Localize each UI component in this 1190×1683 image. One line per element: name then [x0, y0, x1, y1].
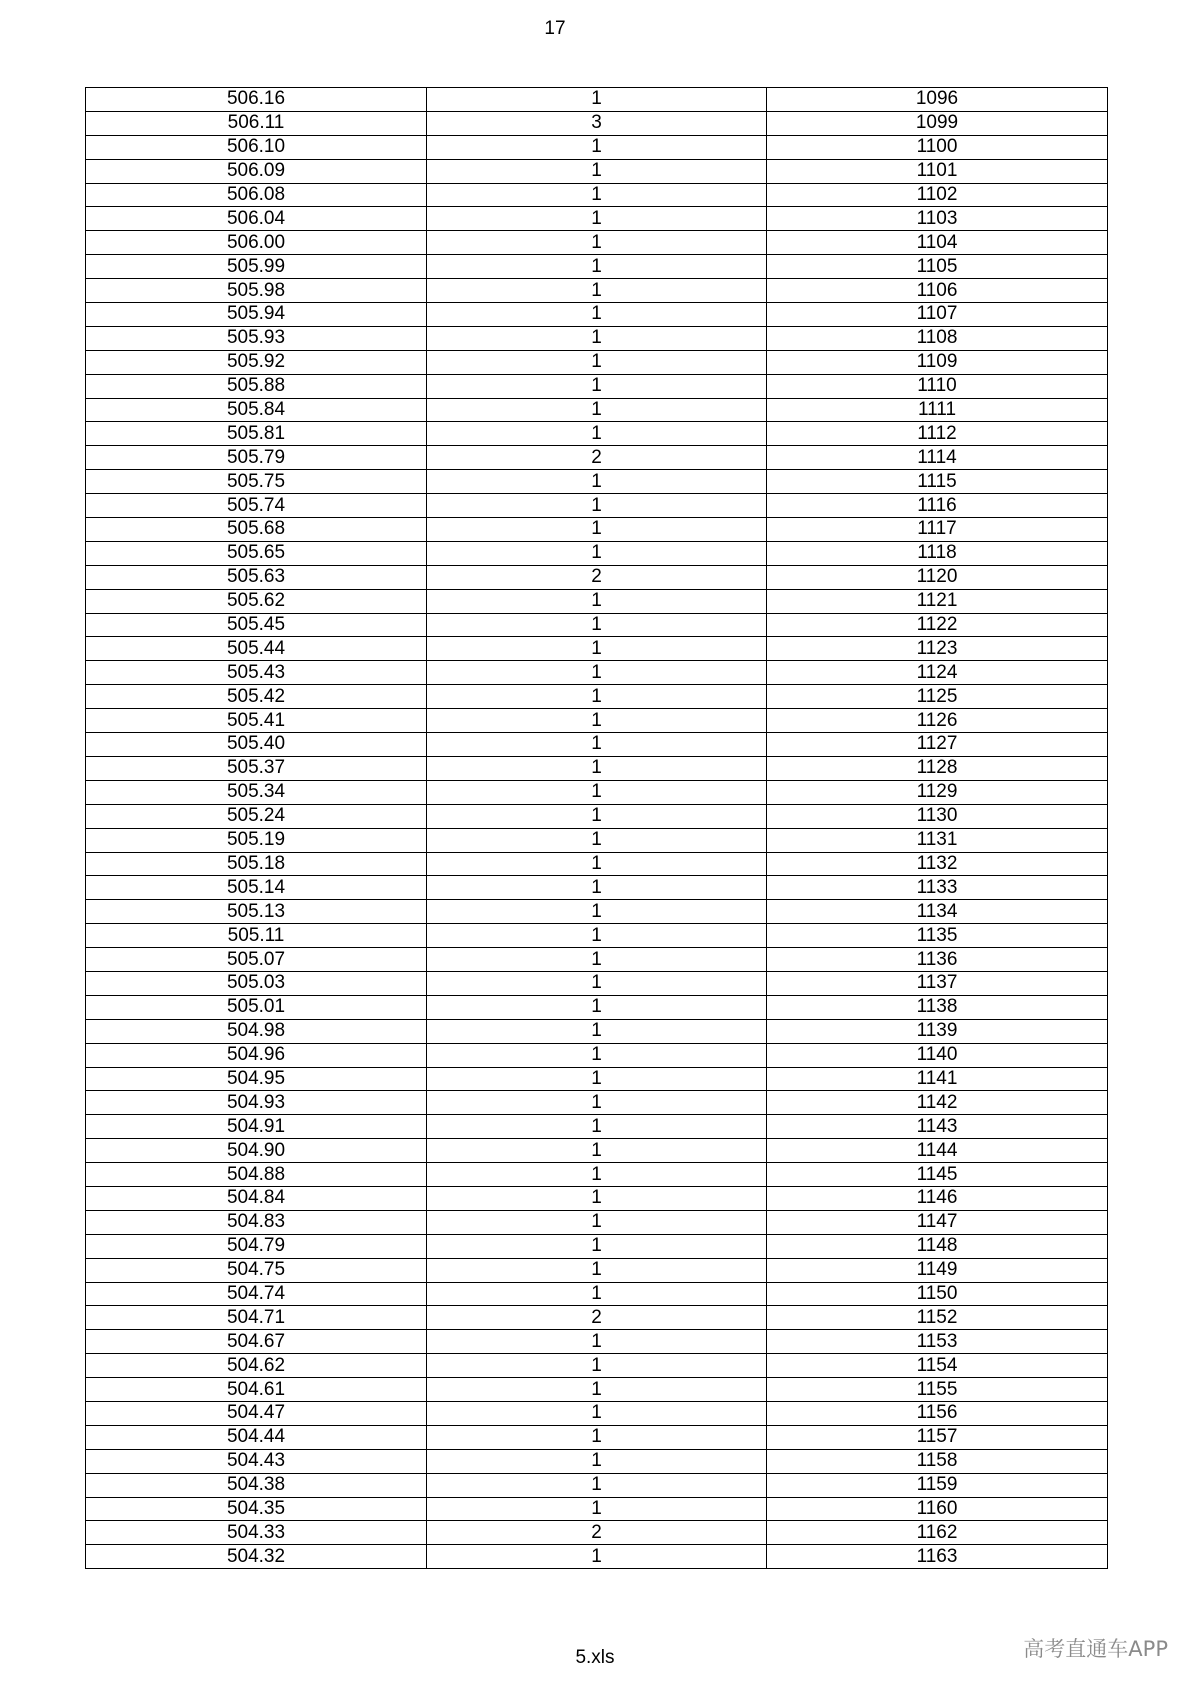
table-row — [86, 685, 1108, 709]
cumulative-cell: 1115 — [767, 470, 1108, 494]
count-cell: 1 — [427, 470, 767, 494]
cumulative-cell: 1100 — [767, 135, 1108, 159]
count-cell: 1 — [427, 255, 767, 279]
score-cell: 504.67 — [86, 1330, 427, 1354]
count-cell: 1 — [427, 1115, 767, 1139]
table-row — [86, 374, 1108, 398]
count-cell: 1 — [427, 1234, 767, 1258]
count-cell: 1 — [427, 1282, 767, 1306]
score-cell: 505.98 — [86, 279, 427, 303]
table-row — [86, 637, 1108, 661]
table-row — [86, 518, 1108, 542]
count-cell: 1 — [427, 422, 767, 446]
cumulative-cell: 1157 — [767, 1425, 1108, 1449]
cumulative-cell: 1163 — [767, 1545, 1108, 1569]
table-row — [86, 279, 1108, 303]
table-row — [86, 924, 1108, 948]
cumulative-cell: 1132 — [767, 852, 1108, 876]
table-row — [86, 111, 1108, 135]
table-row — [86, 470, 1108, 494]
cumulative-cell: 1120 — [767, 565, 1108, 589]
cumulative-cell: 1137 — [767, 971, 1108, 995]
count-cell: 2 — [427, 1306, 767, 1330]
table-row — [86, 1091, 1108, 1115]
table-row — [86, 900, 1108, 924]
table-row — [86, 1401, 1108, 1425]
count-cell: 1 — [427, 1139, 767, 1163]
cumulative-cell: 1160 — [767, 1497, 1108, 1521]
cumulative-cell: 1138 — [767, 995, 1108, 1019]
count-cell: 1 — [427, 948, 767, 972]
cumulative-cell: 1104 — [767, 231, 1108, 255]
cumulative-cell: 1111 — [767, 398, 1108, 422]
cumulative-cell: 1152 — [767, 1306, 1108, 1330]
score-cell: 504.79 — [86, 1234, 427, 1258]
score-cell: 504.47 — [86, 1401, 427, 1425]
count-cell: 1 — [427, 1354, 767, 1378]
table-body — [86, 88, 1108, 1569]
table-row — [86, 255, 1108, 279]
table-row — [86, 709, 1108, 733]
score-cell: 505.68 — [86, 518, 427, 542]
table-row — [86, 422, 1108, 446]
table-row — [86, 852, 1108, 876]
count-cell: 1 — [427, 1210, 767, 1234]
cumulative-cell: 1110 — [767, 374, 1108, 398]
count-cell: 1 — [427, 971, 767, 995]
cumulative-cell: 1147 — [767, 1210, 1108, 1234]
count-cell: 1 — [427, 1091, 767, 1115]
count-cell: 1 — [427, 159, 767, 183]
count-cell: 1 — [427, 207, 767, 231]
cumulative-cell: 1155 — [767, 1378, 1108, 1402]
table-row — [86, 1234, 1108, 1258]
count-cell: 1 — [427, 613, 767, 637]
count-cell: 1 — [427, 88, 767, 112]
score-cell: 505.14 — [86, 876, 427, 900]
table-row — [86, 1163, 1108, 1187]
score-cell: 505.24 — [86, 804, 427, 828]
cumulative-cell: 1099 — [767, 111, 1108, 135]
cumulative-cell: 1109 — [767, 350, 1108, 374]
table-row — [86, 971, 1108, 995]
count-cell: 1 — [427, 780, 767, 804]
count-cell: 1 — [427, 1401, 767, 1425]
table-row — [86, 1425, 1108, 1449]
table-row — [86, 135, 1108, 159]
cumulative-cell: 1112 — [767, 422, 1108, 446]
score-cell: 504.75 — [86, 1258, 427, 1282]
count-cell: 2 — [427, 565, 767, 589]
score-cell: 504.90 — [86, 1139, 427, 1163]
cumulative-cell: 1102 — [767, 183, 1108, 207]
table-row — [86, 1043, 1108, 1067]
score-cell: 505.65 — [86, 541, 427, 565]
table-row — [86, 1139, 1108, 1163]
count-cell: 1 — [427, 828, 767, 852]
cumulative-cell: 1122 — [767, 613, 1108, 637]
cumulative-cell: 1158 — [767, 1449, 1108, 1473]
score-cell: 504.38 — [86, 1473, 427, 1497]
table-row — [86, 541, 1108, 565]
score-cell: 506.09 — [86, 159, 427, 183]
score-cell: 505.94 — [86, 303, 427, 327]
score-cell: 505.74 — [86, 494, 427, 518]
table-row — [86, 1378, 1108, 1402]
score-cell: 505.01 — [86, 995, 427, 1019]
count-cell: 1 — [427, 1019, 767, 1043]
table-row — [86, 613, 1108, 637]
table-row — [86, 589, 1108, 613]
score-cell: 505.34 — [86, 780, 427, 804]
cumulative-cell: 1105 — [767, 255, 1108, 279]
cumulative-cell: 1140 — [767, 1043, 1108, 1067]
table-row — [86, 948, 1108, 972]
table-row — [86, 159, 1108, 183]
score-cell: 504.96 — [86, 1043, 427, 1067]
score-cell: 506.16 — [86, 88, 427, 112]
count-cell: 1 — [427, 303, 767, 327]
score-cell: 504.33 — [86, 1521, 427, 1545]
score-cell: 505.45 — [86, 613, 427, 637]
score-cell: 504.84 — [86, 1186, 427, 1210]
cumulative-cell: 1135 — [767, 924, 1108, 948]
count-cell: 1 — [427, 876, 767, 900]
cumulative-cell: 1114 — [767, 446, 1108, 470]
cumulative-cell: 1148 — [767, 1234, 1108, 1258]
score-cell: 505.18 — [86, 852, 427, 876]
table-row — [86, 1545, 1108, 1569]
count-cell: 1 — [427, 1163, 767, 1187]
score-cell: 504.93 — [86, 1091, 427, 1115]
score-cell: 504.44 — [86, 1425, 427, 1449]
cumulative-cell: 1130 — [767, 804, 1108, 828]
count-cell: 1 — [427, 995, 767, 1019]
count-cell: 1 — [427, 1473, 767, 1497]
table-row — [86, 1115, 1108, 1139]
score-cell: 505.75 — [86, 470, 427, 494]
cumulative-cell: 1124 — [767, 661, 1108, 685]
count-cell: 1 — [427, 541, 767, 565]
score-cell: 505.62 — [86, 589, 427, 613]
count-cell: 1 — [427, 326, 767, 350]
score-cell: 505.37 — [86, 756, 427, 780]
table-row — [86, 207, 1108, 231]
score-cell: 505.07 — [86, 948, 427, 972]
count-cell: 1 — [427, 1545, 767, 1569]
score-cell: 504.32 — [86, 1545, 427, 1569]
count-cell: 1 — [427, 135, 767, 159]
count-cell: 3 — [427, 111, 767, 135]
score-cell: 505.43 — [86, 661, 427, 685]
count-cell: 1 — [427, 279, 767, 303]
score-cell: 505.03 — [86, 971, 427, 995]
count-cell: 1 — [427, 900, 767, 924]
cumulative-cell: 1139 — [767, 1019, 1108, 1043]
table-row — [86, 1282, 1108, 1306]
table-row — [86, 350, 1108, 374]
score-cell: 505.19 — [86, 828, 427, 852]
table-row — [86, 756, 1108, 780]
cumulative-cell: 1149 — [767, 1258, 1108, 1282]
score-cell: 504.71 — [86, 1306, 427, 1330]
table-row — [86, 1497, 1108, 1521]
score-cell: 505.13 — [86, 900, 427, 924]
count-cell: 1 — [427, 1449, 767, 1473]
cumulative-cell: 1141 — [767, 1067, 1108, 1091]
count-cell: 2 — [427, 446, 767, 470]
watermark-text: 高考直通车APP — [1023, 1637, 1168, 1661]
cumulative-cell: 1144 — [767, 1139, 1108, 1163]
cumulative-cell: 1142 — [767, 1091, 1108, 1115]
cumulative-cell: 1108 — [767, 326, 1108, 350]
table-row — [86, 1258, 1108, 1282]
table-row — [86, 303, 1108, 327]
cumulative-cell: 1117 — [767, 518, 1108, 542]
count-cell: 1 — [427, 1497, 767, 1521]
count-cell: 1 — [427, 518, 767, 542]
table-row — [86, 1473, 1108, 1497]
score-cell: 505.42 — [86, 685, 427, 709]
cumulative-cell: 1116 — [767, 494, 1108, 518]
table-row — [86, 1186, 1108, 1210]
count-cell: 1 — [427, 398, 767, 422]
count-cell: 1 — [427, 1258, 767, 1282]
count-cell: 1 — [427, 231, 767, 255]
score-cell: 505.88 — [86, 374, 427, 398]
table-row — [86, 1449, 1108, 1473]
count-cell: 1 — [427, 685, 767, 709]
table-row — [86, 494, 1108, 518]
count-cell: 1 — [427, 756, 767, 780]
cumulative-cell: 1156 — [767, 1401, 1108, 1425]
score-cell: 505.84 — [86, 398, 427, 422]
table-row — [86, 565, 1108, 589]
score-cell: 504.35 — [86, 1497, 427, 1521]
score-cell: 504.74 — [86, 1282, 427, 1306]
score-cell: 504.95 — [86, 1067, 427, 1091]
table-row — [86, 398, 1108, 422]
score-cell: 504.98 — [86, 1019, 427, 1043]
count-cell: 1 — [427, 1043, 767, 1067]
cumulative-cell: 1145 — [767, 1163, 1108, 1187]
table-row — [86, 1354, 1108, 1378]
table-row — [86, 231, 1108, 255]
table-row — [86, 1521, 1108, 1545]
table-row — [86, 780, 1108, 804]
table-row — [86, 1306, 1108, 1330]
score-cell: 505.93 — [86, 326, 427, 350]
score-cell: 505.63 — [86, 565, 427, 589]
score-cell: 506.04 — [86, 207, 427, 231]
count-cell: 1 — [427, 733, 767, 757]
footer-filename: 5.xls — [575, 1647, 615, 1668]
cumulative-cell: 1162 — [767, 1521, 1108, 1545]
score-cell: 505.99 — [86, 255, 427, 279]
count-cell: 1 — [427, 589, 767, 613]
count-cell: 1 — [427, 1378, 767, 1402]
table-row — [86, 446, 1108, 470]
score-cell: 505.79 — [86, 446, 427, 470]
table-row — [86, 88, 1108, 112]
score-cell: 504.88 — [86, 1163, 427, 1187]
table-row — [86, 326, 1108, 350]
count-cell: 1 — [427, 804, 767, 828]
score-cell: 506.10 — [86, 135, 427, 159]
count-cell: 1 — [427, 661, 767, 685]
table-row — [86, 804, 1108, 828]
score-cell: 504.62 — [86, 1354, 427, 1378]
table-row — [86, 1067, 1108, 1091]
cumulative-cell: 1159 — [767, 1473, 1108, 1497]
cumulative-cell: 1146 — [767, 1186, 1108, 1210]
score-table — [85, 87, 1108, 1569]
cumulative-cell: 1103 — [767, 207, 1108, 231]
count-cell: 1 — [427, 350, 767, 374]
score-cell: 504.43 — [86, 1449, 427, 1473]
cumulative-cell: 1123 — [767, 637, 1108, 661]
count-cell: 1 — [427, 1186, 767, 1210]
count-cell: 1 — [427, 374, 767, 398]
count-cell: 2 — [427, 1521, 767, 1545]
cumulative-cell: 1127 — [767, 733, 1108, 757]
score-cell: 504.83 — [86, 1210, 427, 1234]
count-cell: 1 — [427, 494, 767, 518]
count-cell: 1 — [427, 1330, 767, 1354]
table-row — [86, 1019, 1108, 1043]
cumulative-cell: 1143 — [767, 1115, 1108, 1139]
cumulative-cell: 1134 — [767, 900, 1108, 924]
cumulative-cell: 1153 — [767, 1330, 1108, 1354]
cumulative-cell: 1129 — [767, 780, 1108, 804]
score-cell: 505.11 — [86, 924, 427, 948]
count-cell: 1 — [427, 924, 767, 948]
score-cell: 505.81 — [86, 422, 427, 446]
count-cell: 1 — [427, 1067, 767, 1091]
count-cell: 1 — [427, 709, 767, 733]
cumulative-cell: 1125 — [767, 685, 1108, 709]
cumulative-cell: 1096 — [767, 88, 1108, 112]
table-row — [86, 1330, 1108, 1354]
score-cell: 505.44 — [86, 637, 427, 661]
score-cell: 506.00 — [86, 231, 427, 255]
cumulative-cell: 1106 — [767, 279, 1108, 303]
count-cell: 1 — [427, 1425, 767, 1449]
table-row — [86, 995, 1108, 1019]
table-row — [86, 183, 1108, 207]
page-number: 17 — [544, 18, 566, 39]
score-cell: 505.40 — [86, 733, 427, 757]
score-cell: 505.92 — [86, 350, 427, 374]
table-row — [86, 733, 1108, 757]
score-cell: 506.08 — [86, 183, 427, 207]
cumulative-cell: 1107 — [767, 303, 1108, 327]
count-cell: 1 — [427, 852, 767, 876]
score-cell: 504.61 — [86, 1378, 427, 1402]
table-row — [86, 1210, 1108, 1234]
cumulative-cell: 1118 — [767, 541, 1108, 565]
cumulative-cell: 1128 — [767, 756, 1108, 780]
cumulative-cell: 1121 — [767, 589, 1108, 613]
count-cell: 1 — [427, 637, 767, 661]
cumulative-cell: 1136 — [767, 948, 1108, 972]
cumulative-cell: 1150 — [767, 1282, 1108, 1306]
cumulative-cell: 1131 — [767, 828, 1108, 852]
cumulative-cell: 1133 — [767, 876, 1108, 900]
score-cell: 505.41 — [86, 709, 427, 733]
cumulative-cell: 1101 — [767, 159, 1108, 183]
score-cell: 506.11 — [86, 111, 427, 135]
count-cell: 1 — [427, 183, 767, 207]
score-cell: 504.91 — [86, 1115, 427, 1139]
table-row — [86, 876, 1108, 900]
cumulative-cell: 1154 — [767, 1354, 1108, 1378]
table-row — [86, 828, 1108, 852]
cumulative-cell: 1126 — [767, 709, 1108, 733]
table-row — [86, 661, 1108, 685]
